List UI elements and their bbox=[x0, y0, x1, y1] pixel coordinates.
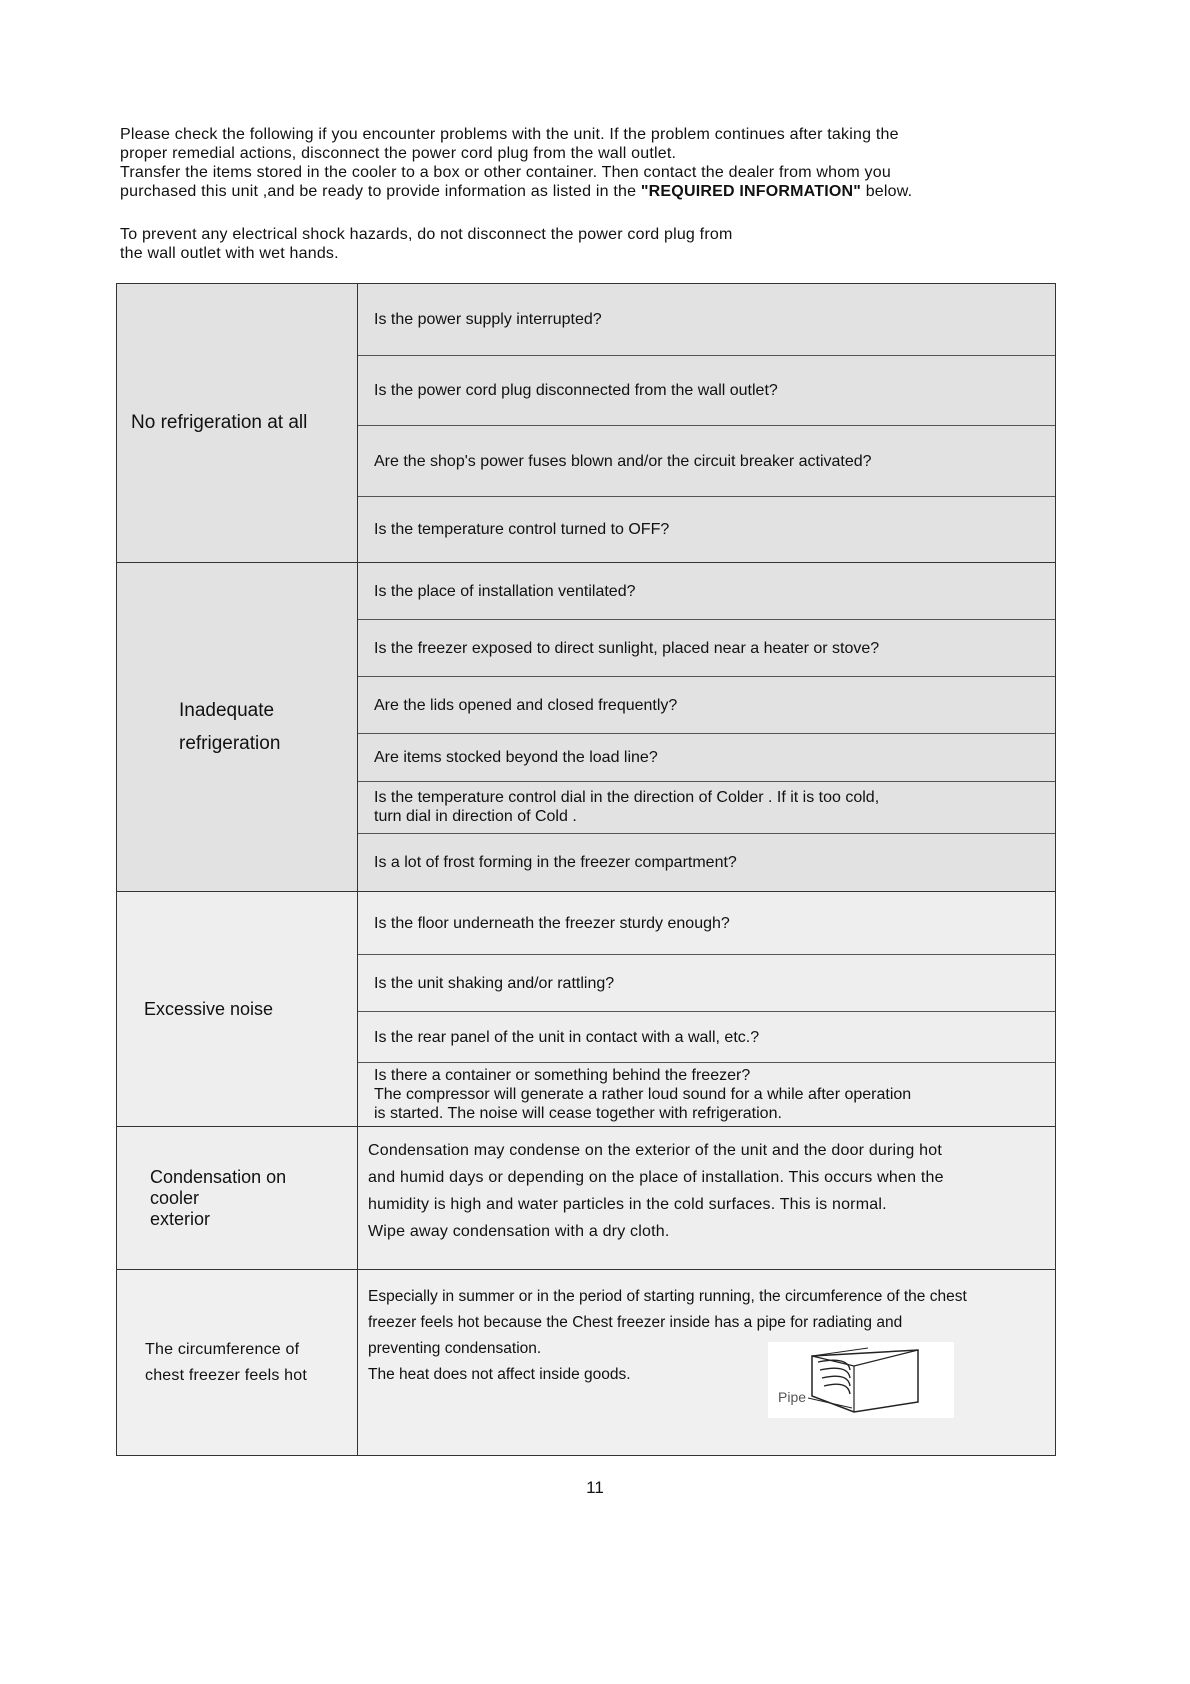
group-no-refrigeration bbox=[117, 284, 1055, 562]
symptom-title-line: Condensation on bbox=[150, 1167, 287, 1187]
cause-text-line: The compressor will generate a rather loud sound for a while after operation bbox=[374, 1085, 912, 1103]
symptom-title bbox=[145, 1337, 307, 1389]
cause-list bbox=[358, 563, 1055, 891]
cause-text: Is the freezer exposed to direct sunlight, placed near a heater or stove? bbox=[374, 639, 880, 657]
pipe-label: Pipe bbox=[778, 1389, 807, 1405]
symptom-cell bbox=[117, 284, 358, 562]
troubleshooting-table bbox=[116, 283, 1056, 1456]
cause-text bbox=[374, 1066, 911, 1123]
pipe-coil bbox=[818, 1360, 850, 1394]
warning-line: the wall outlet with wet hands. bbox=[120, 245, 339, 262]
group-excessive-noise bbox=[117, 891, 1055, 1126]
cause-text: Is the power supply interrupted? bbox=[374, 311, 602, 329]
cause-row bbox=[358, 676, 1055, 733]
cause-row bbox=[358, 563, 1055, 619]
symptom-title: No refrigeration at all bbox=[131, 412, 308, 433]
cause-text bbox=[374, 788, 879, 826]
cause-text: Is the floor underneath the freezer sturdy enough? bbox=[374, 914, 730, 932]
explanation-line: freezer feels hot because the Chest freezer inside has a pipe for radiating and bbox=[368, 1314, 903, 1331]
cause-row bbox=[358, 355, 1055, 425]
cause-row bbox=[358, 954, 1055, 1011]
cause-list bbox=[358, 284, 1055, 562]
explanation-line: Wipe away condensation with a dry cloth. bbox=[368, 1223, 670, 1240]
cause-row bbox=[358, 619, 1055, 676]
symptom-title-line: Inadequate bbox=[179, 700, 275, 721]
cause-text: Is the temperature control turned to OFF? bbox=[374, 520, 670, 538]
pipe-pointer-line bbox=[808, 1398, 852, 1408]
cause-text: Are the shop's power fuses blown and/or the circuit breaker activated? bbox=[374, 452, 872, 470]
cause-text: Is the power cord plug disconnected from the wall outlet? bbox=[374, 382, 778, 400]
cause-row bbox=[358, 496, 1055, 562]
cause-text-line: turn dial in direction of Cold . bbox=[374, 808, 577, 826]
cause-row bbox=[358, 781, 1055, 833]
explanation-line: humidity is high and water particles in the cold surfaces. This is normal. bbox=[368, 1196, 887, 1213]
intro-text bbox=[120, 125, 1060, 201]
symptom-title bbox=[150, 1167, 286, 1230]
intro-text-part: below. bbox=[861, 183, 913, 200]
symptom-title bbox=[179, 694, 280, 760]
intro-line bbox=[120, 182, 1060, 201]
pipe-diagram bbox=[768, 1342, 954, 1418]
symptom-title-line: exterior bbox=[150, 1209, 211, 1229]
explanation-text bbox=[358, 1127, 1055, 1269]
symptom-title-line: cooler bbox=[150, 1188, 200, 1208]
pipe-diagram-drawing bbox=[768, 1342, 954, 1418]
cause-row bbox=[358, 284, 1055, 355]
intro-line: Transfer the items stored in the cooler to a box or other container. Then contact the dealer from whom you bbox=[120, 164, 891, 181]
symptom-title: Excessive noise bbox=[144, 998, 274, 1019]
symptom-title-line: The circumference of bbox=[145, 1340, 300, 1358]
cause-text-line: Is there a container or something behind the freezer? bbox=[374, 1066, 751, 1084]
cause-row bbox=[358, 892, 1055, 954]
cause-row bbox=[358, 833, 1055, 891]
cause-row bbox=[358, 1011, 1055, 1061]
cause-row bbox=[358, 425, 1055, 495]
intro-line: proper remedial actions, disconnect the power cord plug from the wall outlet. bbox=[120, 145, 677, 162]
cause-row bbox=[358, 733, 1055, 780]
group-condensation bbox=[117, 1126, 1055, 1269]
explanation-line: Especially in summer or in the period of starting running, the circumference of the chest bbox=[368, 1288, 967, 1305]
symptom-cell bbox=[117, 892, 358, 1126]
cause-text: Is the rear panel of the unit in contact with a wall, etc.? bbox=[374, 1028, 760, 1046]
symptom-cell bbox=[117, 1270, 358, 1455]
cause-text: Is a lot of frost forming in the freezer compartment? bbox=[374, 853, 737, 871]
page-number: 11 bbox=[586, 1478, 604, 1497]
explanation-line: and humid days or depending on the place of installation. This occurs when the bbox=[368, 1169, 944, 1186]
cause-text-line: Is the temperature control dial in the direction of Colder . If it is too cold, bbox=[374, 789, 880, 807]
symptom-cell bbox=[117, 1127, 358, 1269]
explanation-line: preventing condensation. bbox=[368, 1340, 542, 1357]
cause-text: Is the unit shaking and/or rattling? bbox=[374, 974, 615, 992]
warning-line: To prevent any electrical shock hazards, do not disconnect the power cord plug from bbox=[120, 226, 733, 243]
cause-list bbox=[358, 892, 1055, 1126]
symptom-title-line: chest freezer feels hot bbox=[145, 1366, 308, 1384]
intro-text-part: purchased this unit ,and be ready to provide information as listed in the bbox=[120, 183, 641, 200]
required-information-emphasis: "REQUIRED INFORMATION" bbox=[640, 183, 862, 200]
cause-text: Are the lids opened and closed frequently? bbox=[374, 696, 678, 714]
cause-text-line: is started. The noise will cease together with refrigeration. bbox=[374, 1104, 782, 1122]
symptom-cell bbox=[117, 563, 358, 891]
cause-text: Is the place of installation ventilated? bbox=[374, 582, 636, 600]
shock-warning bbox=[120, 225, 880, 263]
cause-text: Are items stocked beyond the load line? bbox=[374, 749, 658, 767]
symptom-title-line: refrigeration bbox=[179, 733, 281, 754]
cause-list bbox=[358, 1127, 1055, 1269]
intro-line: Please check the following if you encounter problems with the unit. If the problem continues after taking the bbox=[120, 126, 899, 143]
cause-row bbox=[358, 1062, 1055, 1126]
explanation-line: The heat does not affect inside goods. bbox=[368, 1366, 631, 1383]
explanation-line: Condensation may condense on the exterior of the unit and the door during hot bbox=[368, 1142, 943, 1159]
group-inadequate-refrigeration bbox=[117, 562, 1055, 891]
